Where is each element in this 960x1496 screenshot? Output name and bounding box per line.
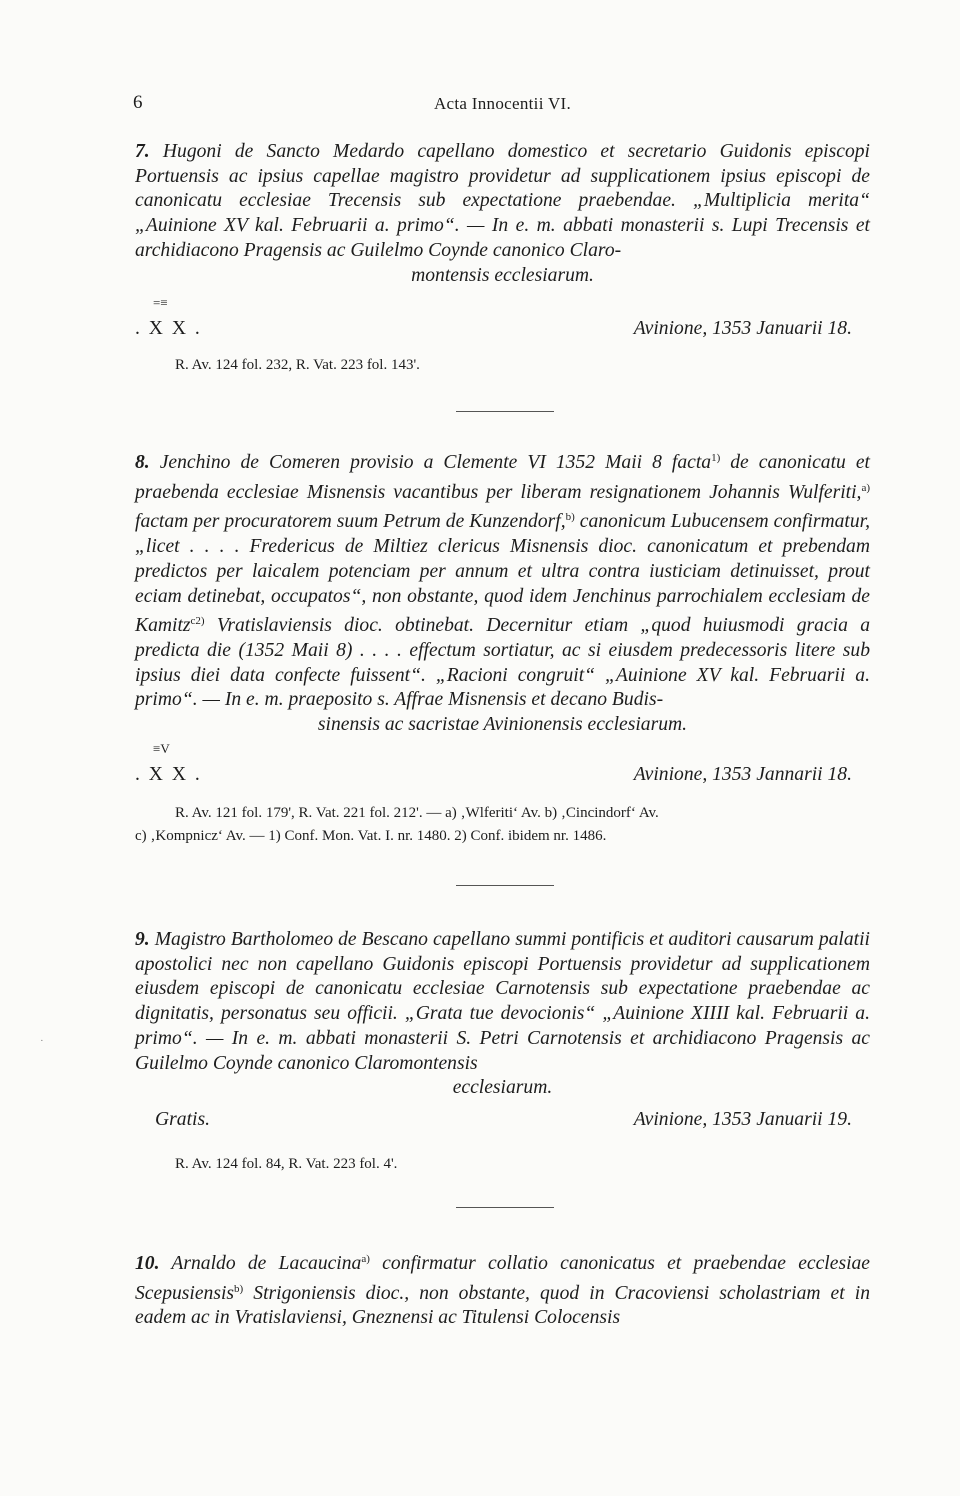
footnote-ref: 1) [711,452,721,464]
separator-rule [456,411,554,412]
margin-mark: · [40,1035,44,1047]
registry-mark [135,295,202,340]
registry-mark-above: =≡ [153,295,168,311]
entry-date-row [135,1109,870,1139]
entry-7 [135,140,870,377]
entry-body-part: Vratislaviensis dioc. obtinebat. Decernitur etiam „quod huiusmodi gracia a predicta die (1352 Maii 8) . . . . effectum sortiatur, ac si eiusdem predecessoris litere sub ipsius diei data confecte fuissent“. „Racioni congruit“ „Auinione XV kal. Februarii a. primo“. — In e. m. praeposito s. Affrae Misnensis et decano Budis- [135,615,870,711]
registry-mark-above: ≡V [153,740,170,756]
entry-body-part: factam per procuratorem suum Petrum de Kunzendorf, [135,511,566,533]
entry-body-part: canonicum Lubucensem confirmatur, „licet . . . . Fredericus de Miltiez clericus Misnensis dioc. canonicatum et prebendam predictos per laicalem potenciam per annum et ultra contra iusticiam detinuisset, prout eciam detinebat, occupatos“, non obstante, quod idem Jenchinus parrochialem ecclesiam de Kamitz [135,511,870,637]
entry-date: Avinione, 1353 Jannarii 18. [633,763,852,785]
entry-last-line: ecclesiarum. [452,1077,553,1099]
footnote-ref: a) [361,1253,370,1265]
registry-mark-main: . X X . [135,763,202,785]
entry-date: Avinione, 1353 Januarii 18. [633,318,852,340]
footnote-ref: a) [861,481,870,494]
entry-number: 7. [135,141,150,162]
gratis-mark: Gratis. [155,1108,210,1130]
page-number: 6 [133,92,143,113]
entry-last-line: montensis ecclesiarum. [411,264,594,286]
entry-body-part: Jenchino de Comeren provisio a Clemente VI 1352 Maii 8 facta [159,452,712,473]
entry-date: Avinione, 1353 Januarii 19. [633,1108,852,1130]
entry-text [135,1247,870,1331]
entry-last-line: sinensis ac sacristae Avinionensis ecclesiarum. [317,714,688,736]
entry-text [135,140,870,288]
entry-9 [135,928,870,1176]
entry-number: 10. [135,1253,160,1274]
source-note-line-1: R. Av. 121 fol. 179', R. Vat. 221 fol. 212'. — a) ‚Wlferiti‘ Av. b) ‚Cincindorf‘ Av. [175,804,659,821]
entry-10 [135,1247,870,1331]
entry-number: 8. [135,452,150,473]
page-header [135,92,870,120]
source-note: R. Av. 124 fol. 84, R. Vat. 223 fol. 4'. [175,1155,398,1172]
entry-8 [135,446,870,848]
running-head: Acta Innocentii VI. [433,94,572,113]
source-note-line-2: c) ‚Kompnicz‘ Av. — 1) Conf. Mon. Vat. I. nr. 1480. 2) Conf. ibidem nr. 1486. [135,827,607,844]
footnote-ref: b) [234,1282,244,1295]
entry-date-row [135,295,870,348]
registry-mark-main: . X X . [135,318,202,340]
separator-rule [456,885,554,886]
entry-body-part: de canonicatu et praebenda ecclesiae Misnensis vacantibus per liberam resignationem Johannis Wulferiti, [135,452,870,503]
entry-body-part: Arnaldo de Lacaucina [171,1253,362,1274]
entry-number: 9. [135,929,150,950]
entry-text [135,928,870,1101]
document-page [40,0,871,1496]
separator-rule [456,1207,554,1208]
entry-body: Hugoni de Sancto Medardo capellano domestico et secretario Guidonis episcopi Portuensis ac ipsius capellae magistro providetur ad supplicationem ipsius episcopi de canonicatu ecclesiae Trecensis sub expectatione praebendae. „Multiplicia merita“ „Auinione XV kal. Februarii a. primo“. — In e. m. abbati monasterii s. Lupi Trecensis et archidiacono Pragensis ac Guilelmo Coynde canonico Claro- [135,141,870,261]
entry-body: Magistro Bartholomeo de Bescano capellano summi pontificis et auditori causarum palatii apostolici nec non capellano Guidonis episcopi Portuensis providetur ad supplicationem eiusdem episcopi de canonicatu ecclesiae Carnotensis sub expectatione praebendae ac dignitatis, personatus seu officii. „Grata tue devocionis“ „Auinione XIIII kal. Februarii a. primo“. — In e. m. abbati monasterii S. Petri Carnotensis et archidiacono Pragensis ac Guilelmo Coynde canonico Claromontensis [135,929,870,1074]
registry-mark [135,740,202,786]
entry-body-part: confirmatur collatio canonicatus et praebendae ecclesiae Scepusiensis [135,1253,871,1304]
entry-date-row [135,740,870,794]
entry-text [135,446,870,738]
entry-body-part: Strigoniensis dioc., non obstante, quod in Cracoviensi scholastriam et in eadem ac in Vratislaviensi, Gneznensi ac Titulensi Colocensis [135,1282,870,1329]
footnote-ref: b) [565,511,575,524]
footnote-ref: c2) [190,615,205,628]
source-note: R. Av. 124 fol. 232, R. Vat. 223 fol. 143'. [175,357,420,374]
